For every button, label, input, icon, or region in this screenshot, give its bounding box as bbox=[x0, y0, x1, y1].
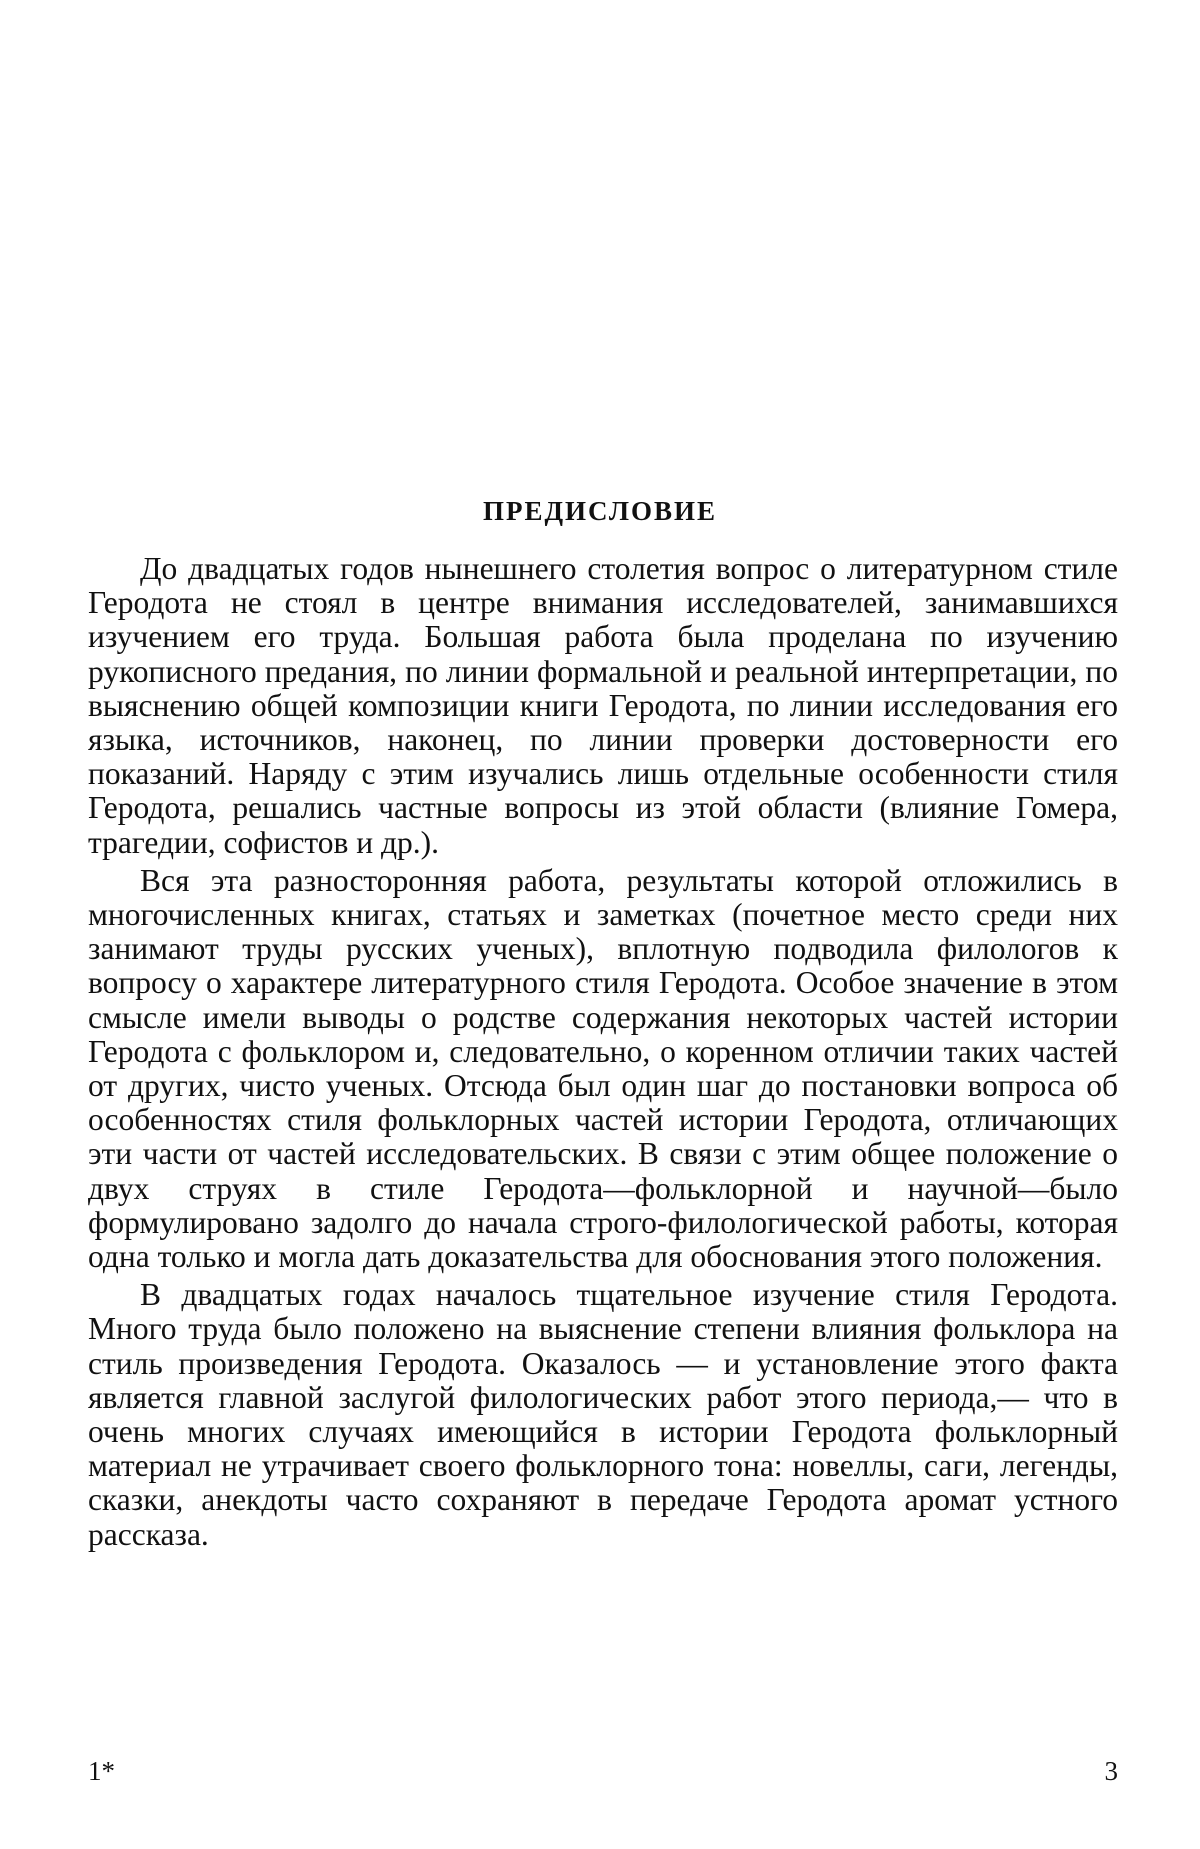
page-footer bbox=[88, 1756, 1118, 1787]
paragraph-3: В двадцатых годах началось тщательное изучение стиля Геродота. Много труда было положено на выяснение степени влияния фольклора на стиль произведения Геродота. Оказалось — и установление этого факта является главной заслугой филологических работ этого периода,— что в очень многих случаях имеющийся в истории Геродота фольклорный материал не утрачивает своего фольклорного тона: новеллы, саги, легенды, сказки, анекдоты часто сохраняют в передаче Геродота аромат устного рассказа. bbox=[88, 1277, 1118, 1552]
signature-mark: 1* bbox=[88, 1756, 115, 1786]
page-title: ПРЕДИСЛОВИЕ bbox=[482, 496, 718, 526]
paragraph-2: Вся эта разносторонняя работа, результаты которой отложились в многочисленных книгах, статьях и заметках (почетное место среди них занимают труды русских ученых), вплотную подводила филологов к вопросу о характере литературного стиля Геродота. Особое значение в этом смысле имели выводы о родстве содержания некоторых частей истории Геродота с фольклором и, следовательно, о коренном отличии таких частей от других, чисто ученых. Отсюда был один шаг до постановки вопроса об особенностях стиля фольклорных частей истории Геродота, отличающих эти части от частей исследовательских. В связи с этим общее положение о двух струях в стиле Геродота—фольклорной и научной—было формулировано задолго до начала строго-филологической работы, которая одна только и могла дать доказательства для обоснования этого положения. bbox=[88, 862, 1118, 1275]
body-text bbox=[88, 552, 1118, 1552]
page-number: 3 bbox=[1104, 1756, 1118, 1786]
paragraph-1: До двадцатых годов нынешнего столетия вопрос о литературном стиле Геродота не стоял в центре внимания исследователей, занимавшихся изучением его труда. Большая работа была проделана по изучению рукописного предания, по линии формальной и реальной интерпретации, по выяснению общей композиции книги Геродота, по линии исследования его языка, источников, наконец, по линии проверки достоверности его показаний. Наряду с этим изучались лишь отдельные особенности стиля Геродота, решались частные вопросы из этой области (влияние Гомера, трагедии, софистов и др.). bbox=[88, 551, 1118, 860]
